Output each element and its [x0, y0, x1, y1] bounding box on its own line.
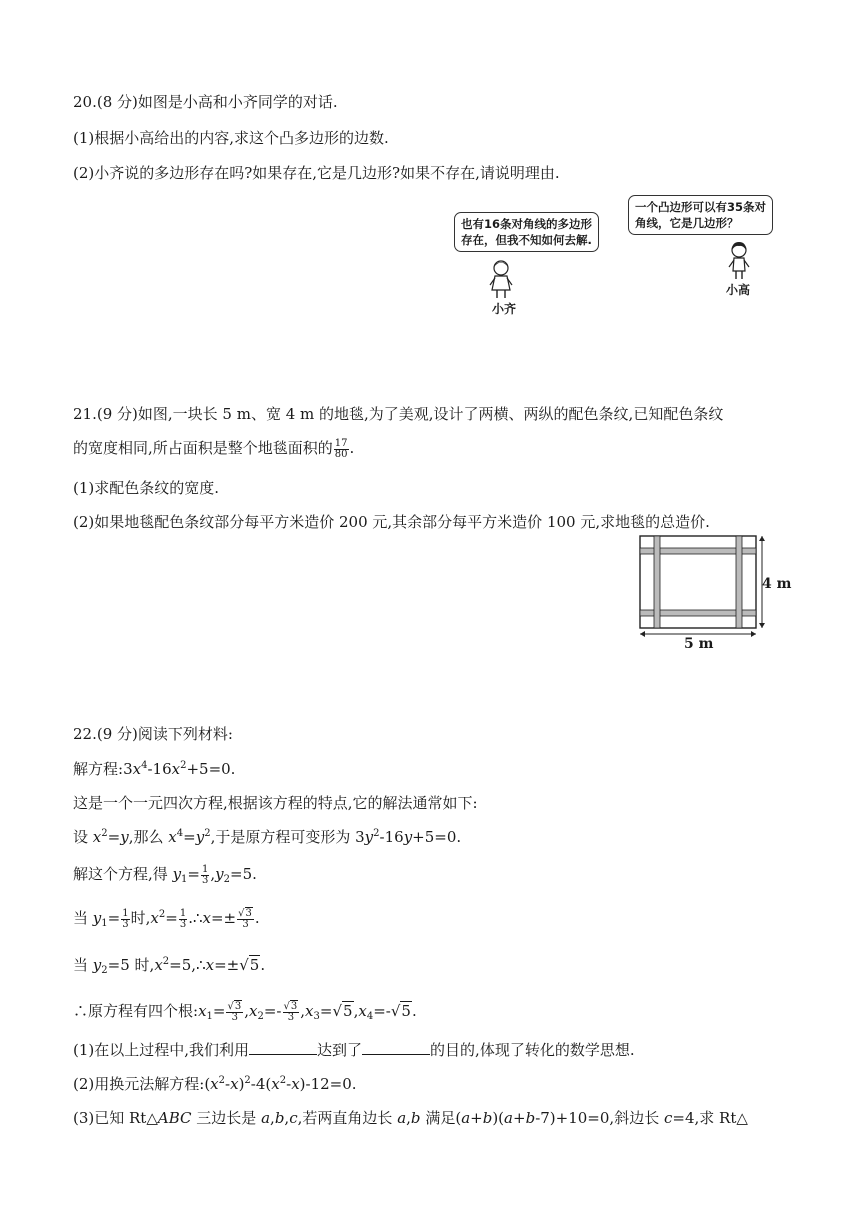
blank-2[interactable]: [362, 1040, 430, 1055]
blank-1[interactable]: [249, 1040, 317, 1055]
carpet-figure: [636, 534, 796, 654]
speech-bubble-xiaogao: 一个凸边形可以有35条对 角线，它是几边形？: [628, 195, 773, 235]
carpet-width-label: 5 m: [684, 636, 714, 652]
q21-part1: (1)求配色条纹的宽度.: [73, 479, 220, 497]
q22-substitution: 设 $x^2=y$,那么 $x^4=y^2$,于是原方程可变形为 $3y^2-16y+5=0$.: [73, 828, 462, 846]
q21-line2: 的宽度相同,所占面积是整个地毯面积的 $\frac{17}{80}$ .: [73, 437, 355, 460]
speech-bubble-xiaoqi: 也有16条对角线的多边形 存在，但我不知如何去解.: [454, 212, 599, 252]
q22-part2: (2)用换元法解方程$:(x^2-x)^2-4(x^2-x)-12=0$.: [73, 1075, 357, 1093]
q22-roots: ∴原方程有四个根$:x_1=$ $\frac{√3}{3}$ $,x_2=-$ $\frac{√3}{3}$ $,x_3=√5,x_4=-√5$.: [73, 1000, 417, 1023]
q22-equation: 解方程$:3x^4-16x^2+5=0$.: [73, 760, 236, 778]
q20-header: 20.(8 分)如图是小高和小齐同学的对话.: [73, 93, 338, 111]
q22-solve: 解这个方程,得 $y_1=$ $\frac{1}{3}$ $,y_2=5$.: [73, 863, 257, 886]
q21-header: 21.(9 分)如图,一块长 5 m、宽 4 m 的地毯,为了美观,设计了两横、两纵的配色条纹,已知配色条纹: [73, 405, 724, 423]
xiaogao-figure: [724, 240, 754, 282]
q22-header: 22.(9 分)阅读下列材料:: [73, 725, 233, 743]
xiaoqi-label: 小齐: [492, 302, 517, 316]
xiaoqi-figure: [486, 258, 516, 302]
q20-part2: (2)小齐说的多边形存在吗?如果存在,它是几边形?如果不存在,请说明理由.: [73, 164, 560, 182]
q21-part2: (2)如果地毯配色条纹部分每平方米造价 200 元,其余部分每平方米造价 100 元,求地毯的总造价.: [73, 513, 710, 531]
q22-part3: (3)已知 Rt△ABC 三边长是 a,b,c,若两直角边长 a,b 满足(a+b)(a+b-7)+10=0,斜边长 c=4,求 Rt△: [73, 1109, 748, 1127]
q20-part1: (1)根据小高给出的内容,求这个凸多边形的边数.: [73, 129, 389, 147]
xiaogao-label: 小高: [726, 283, 751, 297]
q22-case2: 当 $y_2=5$ 时$,x^2=5,\therefore x=\pm√5$.: [73, 956, 266, 976]
carpet-height-label: 4 m: [762, 576, 792, 592]
q22-case1: 当 $y_1=$ $\frac{1}{3}$ 时$,x^2=$ $\frac{1}{3}$ .∴x=± $\frac{√3}{3}$ .: [73, 907, 260, 930]
q22-intro: 这是一个一元四次方程,根据该方程的特点,它的解法通常如下:: [73, 794, 478, 812]
q22-part1: (1)在以上过程中,我们利用 达到了 的目的,体现了转化的数学思想.: [73, 1041, 635, 1059]
